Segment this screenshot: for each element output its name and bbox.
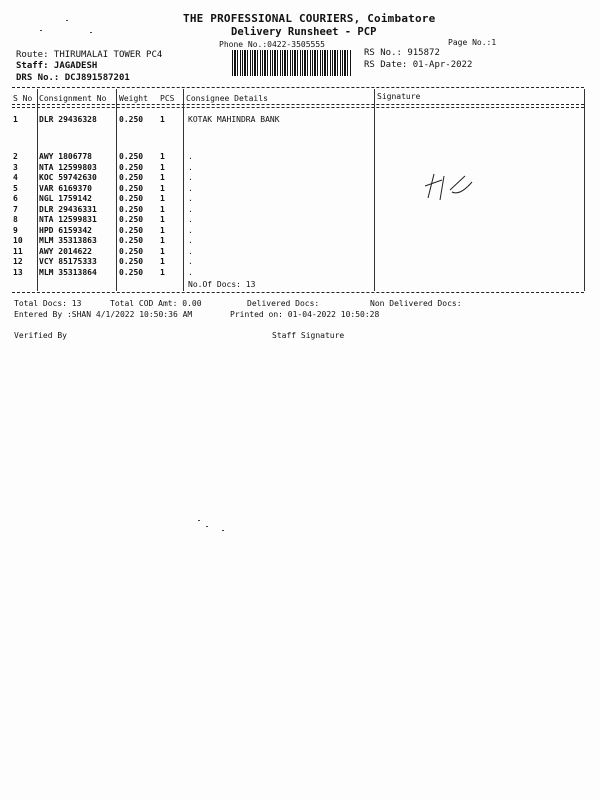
scan-speck bbox=[40, 30, 42, 31]
phone-number: Phone No.:0422-3505555 bbox=[219, 40, 325, 49]
cell-consignment: AWY 1806778 bbox=[39, 152, 92, 161]
cell-sno: 3 bbox=[13, 162, 18, 172]
cell-weight: 0.250 bbox=[119, 246, 144, 256]
cell-weight: 0.250 bbox=[119, 152, 144, 161]
cell-consignment: MLM 35313864 bbox=[39, 267, 97, 277]
cell-pcs: 1 bbox=[160, 152, 165, 161]
drs-number: DRS No.: DCJ891587201 bbox=[16, 73, 130, 83]
cell-sno: 4 bbox=[13, 173, 18, 182]
cell-weight: 0.250 bbox=[119, 267, 144, 277]
staff-signature: Staff Signature bbox=[272, 331, 345, 340]
cell-pcs: 1 bbox=[160, 257, 165, 266]
column-header-weight: Weight bbox=[119, 94, 148, 103]
barcode bbox=[232, 50, 352, 76]
total-docs: Total Docs: 13 bbox=[14, 299, 82, 308]
cell-sno: 11 bbox=[13, 246, 23, 256]
cell-weight: 0.250 bbox=[119, 194, 144, 203]
cell-weight: 0.250 bbox=[119, 236, 144, 245]
cell-consignment: HPD 6159342 bbox=[39, 225, 92, 235]
cell-weight: 0.250 bbox=[119, 183, 144, 193]
cell-sno: 10 bbox=[13, 236, 23, 245]
document-title: Delivery Runsheet - PCP bbox=[231, 26, 377, 38]
cell-consignment: MLM 35313863 bbox=[39, 236, 97, 245]
cell-consignee: . bbox=[188, 225, 193, 235]
cell-consignee: . bbox=[188, 173, 193, 182]
cell-weight: 0.250 bbox=[119, 115, 144, 124]
cell-pcs: 1 bbox=[160, 225, 165, 235]
column-header-consignee: Consignee Details bbox=[186, 94, 268, 103]
company-name: THE PROFESSIONAL COURIERS, Coimbatore bbox=[183, 12, 436, 25]
cell-consignee: . bbox=[188, 215, 193, 224]
staff: Staff: JAGADESH bbox=[16, 61, 98, 71]
cell-consignee: . bbox=[188, 267, 193, 277]
cell-weight: 0.250 bbox=[119, 204, 144, 214]
scan-speck bbox=[66, 20, 68, 21]
column-header-sno: S No bbox=[13, 94, 33, 103]
cell-consignment: VCY 85175333 bbox=[39, 257, 97, 266]
column-header-pcs: PCS bbox=[160, 94, 175, 103]
cell-sno: 5 bbox=[13, 183, 18, 193]
cell-consignee: . bbox=[188, 162, 193, 172]
cell-weight: 0.250 bbox=[119, 225, 144, 235]
cell-pcs: 1 bbox=[160, 194, 165, 203]
entered-by: Entered By :SHAN 4/1/2022 10:50:36 AM bbox=[14, 310, 193, 319]
scan-speck bbox=[222, 530, 224, 531]
total-cod-amount: Total COD Amt: 0.00 bbox=[110, 299, 202, 308]
table-bottom-rule bbox=[12, 292, 584, 293]
cell-weight: 0.250 bbox=[119, 173, 144, 182]
delivered-docs: Delivered Docs: bbox=[247, 299, 320, 308]
route: Route: THIRUMALAI TOWER PC4 bbox=[16, 50, 163, 60]
cell-weight: 0.250 bbox=[119, 162, 144, 172]
cell-consignment: KOC 59742630 bbox=[39, 173, 97, 182]
cell-weight: 0.250 bbox=[119, 257, 144, 266]
cell-consignment: DLR 29436331 bbox=[39, 204, 97, 214]
cell-consignment: NGL 1759142 bbox=[39, 194, 92, 203]
cell-pcs: 1 bbox=[160, 115, 165, 124]
no-of-docs: No.Of Docs: 13 bbox=[188, 280, 256, 289]
rs-date: RS Date: 01-Apr-2022 bbox=[364, 60, 473, 70]
cell-sno: 1 bbox=[13, 115, 18, 124]
column-header-consignment: Consignment No bbox=[39, 94, 107, 103]
cell-consignee: . bbox=[188, 204, 193, 214]
column-divider bbox=[37, 89, 38, 291]
handwritten-signature bbox=[420, 168, 480, 208]
printed-on: Printed on: 01-04-2022 10:50:28 bbox=[230, 310, 380, 319]
cell-consignee: . bbox=[188, 246, 193, 256]
cell-sno: 6 bbox=[13, 194, 18, 203]
column-header-signature: Signature bbox=[377, 92, 421, 101]
cell-pcs: 1 bbox=[160, 183, 165, 193]
cell-pcs: 1 bbox=[160, 162, 165, 172]
cell-pcs: 1 bbox=[160, 215, 165, 224]
cell-consignment: NTA 12599803 bbox=[39, 162, 97, 172]
cell-sno: 7 bbox=[13, 204, 18, 214]
cell-consignee: KOTAK MAHINDRA BANK bbox=[188, 115, 280, 124]
cell-consignee: . bbox=[188, 152, 193, 161]
table-header-rule bbox=[12, 104, 584, 108]
non-delivered-docs: Non Delivered Docs: bbox=[370, 299, 462, 308]
rs-number: RS No.: 915872 bbox=[364, 48, 440, 58]
cell-consignment: DLR 29436328 bbox=[39, 115, 97, 124]
cell-pcs: 1 bbox=[160, 246, 165, 256]
cell-pcs: 1 bbox=[160, 173, 165, 182]
cell-weight: 0.250 bbox=[119, 215, 144, 224]
scan-speck bbox=[206, 526, 208, 527]
page-number: Page No.:1 bbox=[448, 38, 497, 47]
scan-speck bbox=[90, 32, 92, 33]
cell-sno: 8 bbox=[13, 215, 18, 224]
cell-consignment: VAR 6169370 bbox=[39, 183, 92, 193]
column-divider bbox=[584, 89, 585, 291]
cell-consignment: NTA 12599831 bbox=[39, 215, 97, 224]
cell-consignee: . bbox=[188, 183, 193, 193]
table-top-rule bbox=[12, 87, 584, 88]
cell-sno: 9 bbox=[13, 225, 18, 235]
cell-pcs: 1 bbox=[160, 236, 165, 245]
cell-pcs: 1 bbox=[160, 267, 165, 277]
cell-consignee: . bbox=[188, 194, 193, 203]
cell-sno: 12 bbox=[13, 257, 23, 266]
column-divider bbox=[183, 89, 184, 291]
column-divider bbox=[374, 89, 375, 291]
cell-consignee: . bbox=[188, 236, 193, 245]
scan-speck bbox=[198, 520, 200, 521]
column-divider bbox=[116, 89, 117, 291]
cell-sno: 2 bbox=[13, 152, 18, 161]
cell-pcs: 1 bbox=[160, 204, 165, 214]
cell-consignee: . bbox=[188, 257, 193, 266]
cell-consignment: AWY 2014622 bbox=[39, 246, 92, 256]
cell-sno: 13 bbox=[13, 267, 23, 277]
verified-by: Verified By bbox=[14, 331, 67, 340]
